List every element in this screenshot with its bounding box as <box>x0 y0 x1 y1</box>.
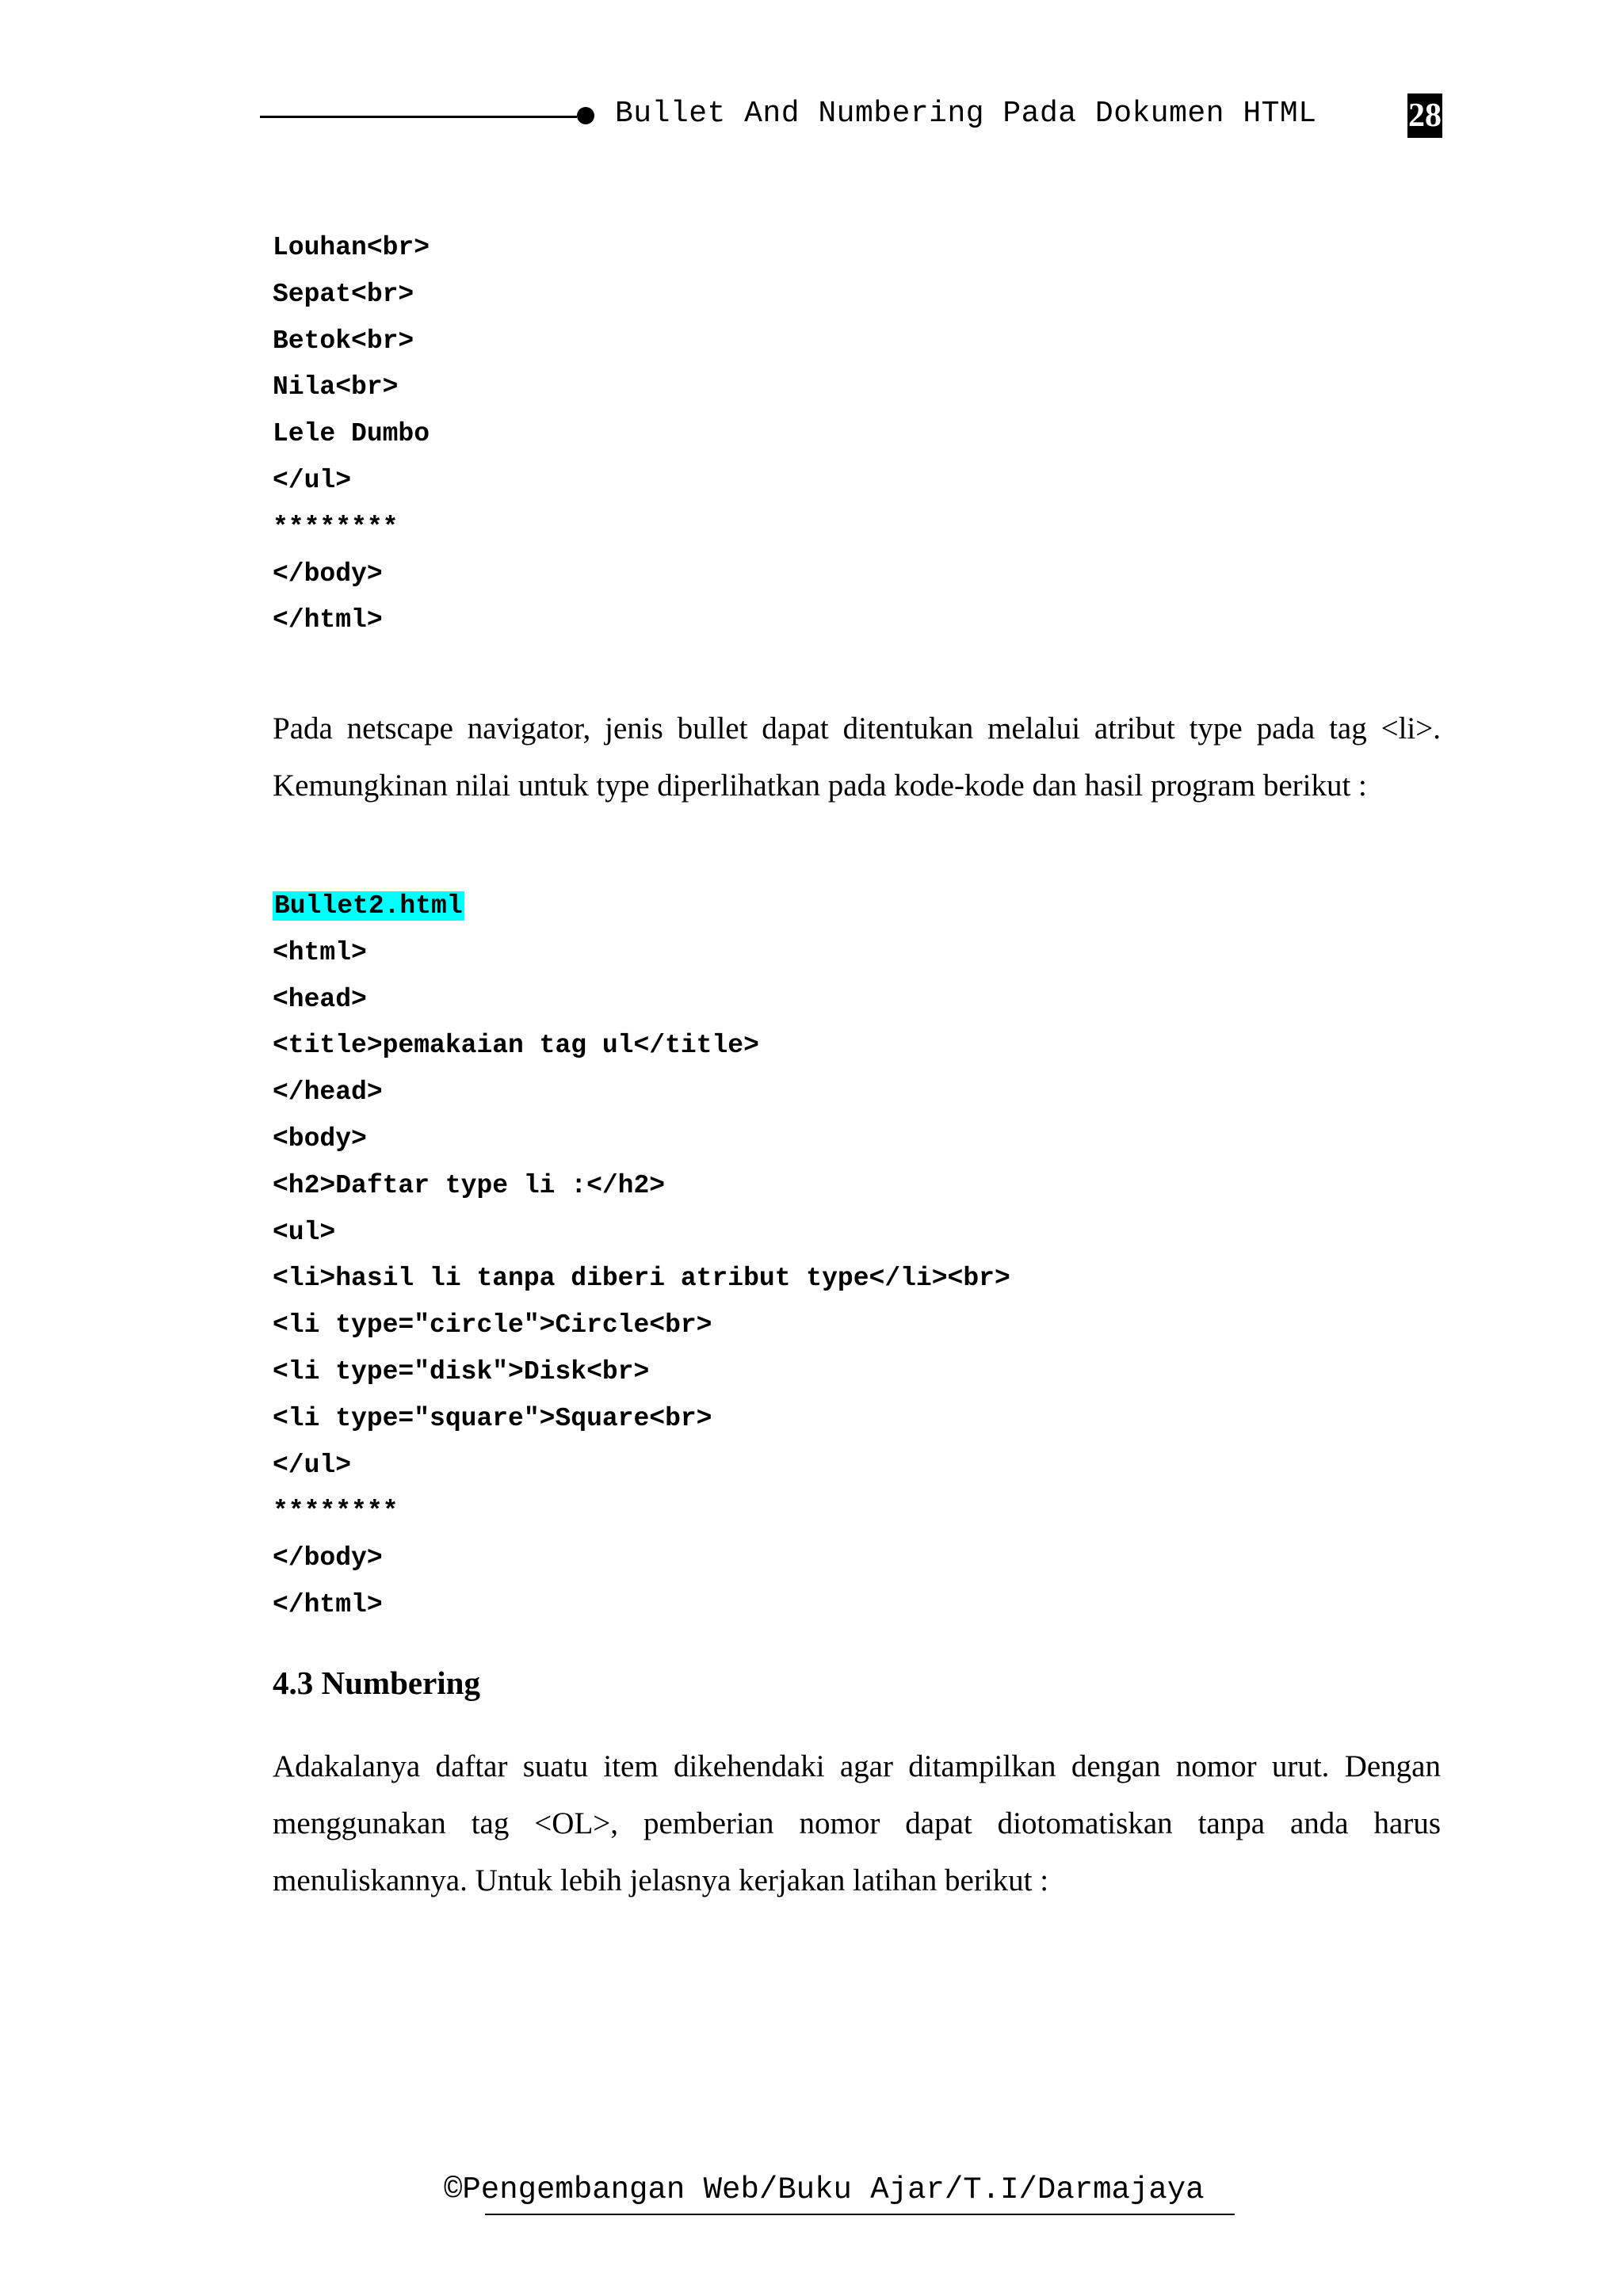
header-title: Bullet And Numbering Pada Dokumen HTML <box>615 97 1317 131</box>
code-line: <li type="disk">Disk<br> <box>273 1356 650 1386</box>
code-block-1 <box>273 225 430 644</box>
code-line: <li type="circle">Circle<br> <box>273 1310 712 1341</box>
page-footer: ©Pengembangan Web/Buku Ajar/T.I/Darmajaya <box>444 2172 1205 2207</box>
code-line: <li>hasil li tanpa diberi atribut type</li><br> <box>273 1264 1010 1294</box>
header-rule <box>260 116 577 118</box>
code-line: ******** <box>273 512 399 542</box>
code-line: </body> <box>273 559 383 589</box>
header-bullet-dot <box>577 107 594 124</box>
code-line: <li type="square">Square<br> <box>273 1403 712 1433</box>
code-line: <h2>Daftar type li :</h2> <box>273 1170 666 1200</box>
code-filename-line <box>273 883 1010 930</box>
code-line: <html> <box>273 937 367 967</box>
code-line: ******** <box>273 1497 399 1527</box>
section-heading: 4.3 Numbering <box>273 1665 480 1701</box>
code-filename: Bullet2.html <box>274 891 463 921</box>
code-line: Betok<br> <box>273 326 414 356</box>
code-block-2 <box>273 883 1010 1629</box>
code-line: </body> <box>273 1543 383 1573</box>
code-line: <title>pemakaian tag ul</title> <box>273 1031 759 1061</box>
paragraph-bullet-type: Pada netscape navigator, jenis bullet dapat ditentukan melalui atribut type pada tag <li>. Kemungkinan nilai untuk type diperlihatkan pada kode-kode dan hasil program berikut : <box>273 711 1441 803</box>
code-line: </ul> <box>273 1450 352 1480</box>
page-header <box>260 93 1441 141</box>
code-line: <ul> <box>273 1217 336 1247</box>
page-number: 28 <box>1407 93 1442 138</box>
code-line: <head> <box>273 984 367 1014</box>
code-line: Louhan<br> <box>273 233 430 262</box>
footer-underline <box>485 2214 1235 2215</box>
code-line: Nila<br> <box>273 372 399 402</box>
code-line: </html> <box>273 1589 383 1619</box>
code-line: </head> <box>273 1077 383 1108</box>
paragraph-numbering: Adakalanya daftar suatu item dikehendaki agar ditampilkan dengan nomor urut. Dengan menggunakan tag <OL>, pemberian nomor dapat diotomatiskan tanpa anda harus menuliskannya. Untuk lebih jelasnya kerjakan latihan berikut : <box>273 1749 1441 1897</box>
code-line: </ul> <box>273 465 352 495</box>
code-line: </html> <box>273 605 383 635</box>
code-line: Lele Dumbo <box>273 419 430 449</box>
code-line: <body> <box>273 1123 367 1154</box>
code-line: Sepat<br> <box>273 279 414 309</box>
